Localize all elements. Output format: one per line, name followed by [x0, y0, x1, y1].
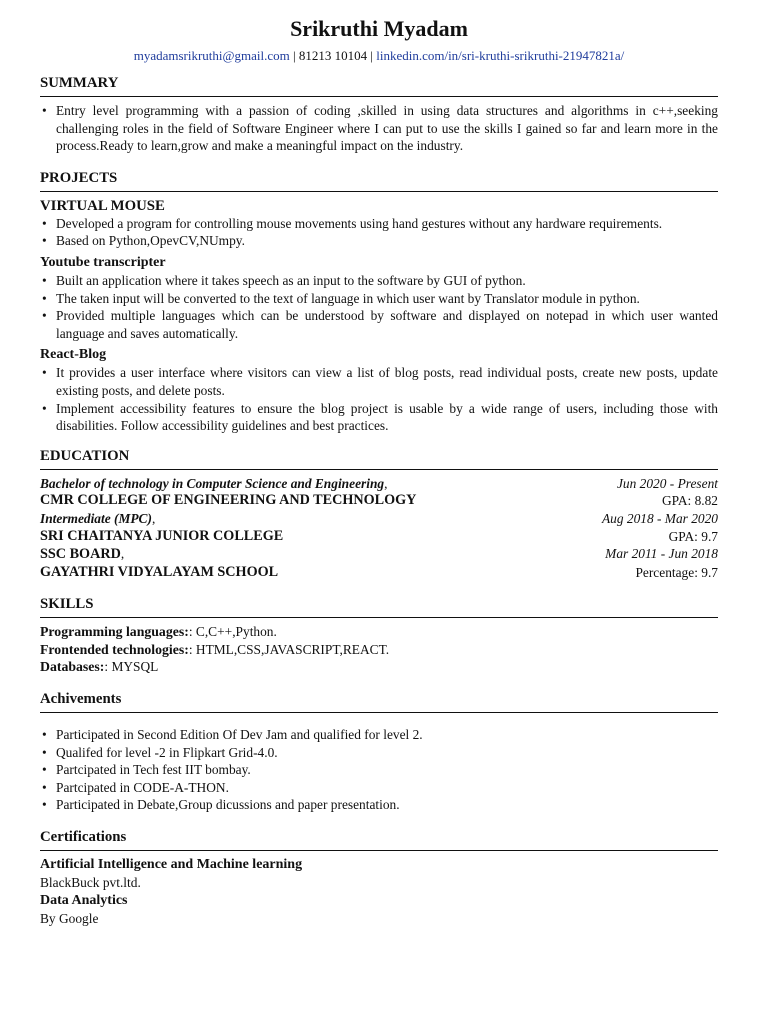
linkedin-link[interactable]: linkedin.com/in/sri-kruthi-srikruthi-21947821a/ [376, 48, 625, 63]
section-title-skills: SKILLS [40, 595, 718, 618]
degree-text: Intermediate (MPC) [40, 510, 152, 526]
edu-dates: Mar 2011 - Jun 2018 [605, 546, 718, 562]
project-title: React-Blog [40, 347, 107, 363]
certification-issuer: BlackBuck pvt.ltd. [40, 875, 141, 891]
list-item: • The taken input will be converted to the text of language in which user want by Translator module in python. [40, 290, 718, 308]
education-row: SSC BOARD, Mar 2011 - Jun 2018 [40, 546, 718, 563]
education-row: Intermediate (MPC), Aug 2018 - Mar 2020 [40, 510, 718, 526]
skill-value: : MYSQL [104, 659, 159, 675]
resume-page [40, 14, 718, 927]
candidate-name: Srikruthi Myadam [290, 16, 468, 41]
list-item: • Built an application where it takes speech as an input to the software by GUI of python. [40, 272, 718, 290]
institution-name: CMR COLLEGE OF ENGINEERING AND TECHNOLOGY [40, 492, 417, 509]
section-title-certifications: Certifications [40, 828, 718, 851]
list-item: • Participated in Second Edition Of Dev Jam and qualified for level 2. [40, 726, 718, 744]
edu-score: GPA: 9.7 [668, 528, 718, 544]
skill-value: : C,C++,Python. [188, 624, 277, 640]
certification-name: Artificial Intelligence and Machine learning [40, 857, 303, 873]
education-row [40, 564, 718, 582]
section-title-education: EDUCATION [40, 447, 718, 470]
section-title-projects: PROJECTS [40, 169, 718, 192]
skill-label: Databases: [40, 659, 105, 675]
summary-section [40, 74, 718, 155]
degree-text: Bachelor of technology in Computer Science and Engineering [40, 475, 385, 491]
education-row: Bachelor of technology in Computer Science and Engineering, Jun 2020 - Present [40, 475, 718, 491]
skill-label: Frontended technologies: [40, 641, 189, 657]
skills-section [40, 595, 718, 676]
achievements-list [40, 726, 718, 814]
certification-issuer: By Google [40, 910, 99, 926]
list-item: • Implement accessibility features to ensure the blog project is usable by a wide range of users, including those with disabilities. Follow accessibility guidelines and best practices. [40, 400, 718, 435]
project-bullets [40, 215, 718, 250]
institution-name: SRI CHAITANYA JUNIOR COLLEGE [40, 527, 284, 544]
email-link[interactable]: myadamsrikruthi@gmail.com [133, 48, 290, 63]
certification-name: Data Analytics [40, 892, 128, 908]
edu-dates: Jun 2020 - Present [616, 475, 718, 491]
list-item: • Qualifed for level -2 in Flipkart Grid-4.0. [40, 744, 718, 762]
edu-score: GPA: 8.82 [661, 493, 718, 509]
section-title-achievements: Achivements [40, 690, 718, 713]
skill-line [40, 623, 718, 641]
list-item: • It provides a user interface where visitors can view a list of blog posts, read individual posts, create new posts, update existing posts, and delete posts. [40, 364, 718, 399]
skill-line [40, 658, 718, 676]
phone-text: | 81213 10104 | [289, 48, 377, 63]
section-title-summary: SUMMARY [40, 74, 718, 97]
institution-name: GAYATHRI VIDYALAYAM SCHOOL [40, 563, 279, 580]
list-item: • Provided multiple languages which can be understood by software and displayed on notepad in which user wanted language and saves automatically. [40, 307, 718, 342]
edu-dates: Aug 2018 - Mar 2020 [601, 510, 718, 526]
projects-section [40, 169, 718, 435]
contact-line [40, 48, 718, 64]
project-bullets [40, 364, 718, 434]
project-title: VIRTUAL MOUSE [40, 197, 165, 214]
list-item: • Based on Python,OpevCV,NUmpy. [40, 232, 718, 250]
project-title: Youtube transcripter [40, 254, 166, 270]
list-item: • Participated in Debate,Group dicussions and paper presentation. [40, 796, 718, 814]
skill-label: Programming languages: [40, 624, 189, 640]
education-section [40, 447, 718, 582]
education-row [40, 528, 718, 546]
project-bullets [40, 272, 718, 342]
degree-text: SSC BOARD [40, 546, 121, 563]
list-item: • Partcipated in CODE-A-THON. [40, 779, 718, 797]
summary-list [40, 102, 718, 155]
skill-value: : HTML,CSS,JAVASCRIPT,REACT. [188, 641, 390, 657]
education-row [40, 492, 718, 510]
list-item: • Developed a program for controlling mouse movements using hand gestures without any hardware requirements. [40, 215, 718, 233]
list-item: • Partcipated in Tech fest IIT bombay. [40, 761, 718, 779]
certifications-section [40, 828, 718, 927]
list-item: • Entry level programming with a passion of coding ,skilled in using data structures and algorithms in c++,seeking challenging roles in the field of Software Engineer where I can put to use the skills I gained so far and learn more in the process.Ready to learn,grow and make a meaningful impact on the industry. [40, 102, 718, 155]
skill-line [40, 641, 718, 659]
achievements-section [40, 690, 718, 814]
edu-score: Percentage: 9.7 [635, 564, 718, 580]
